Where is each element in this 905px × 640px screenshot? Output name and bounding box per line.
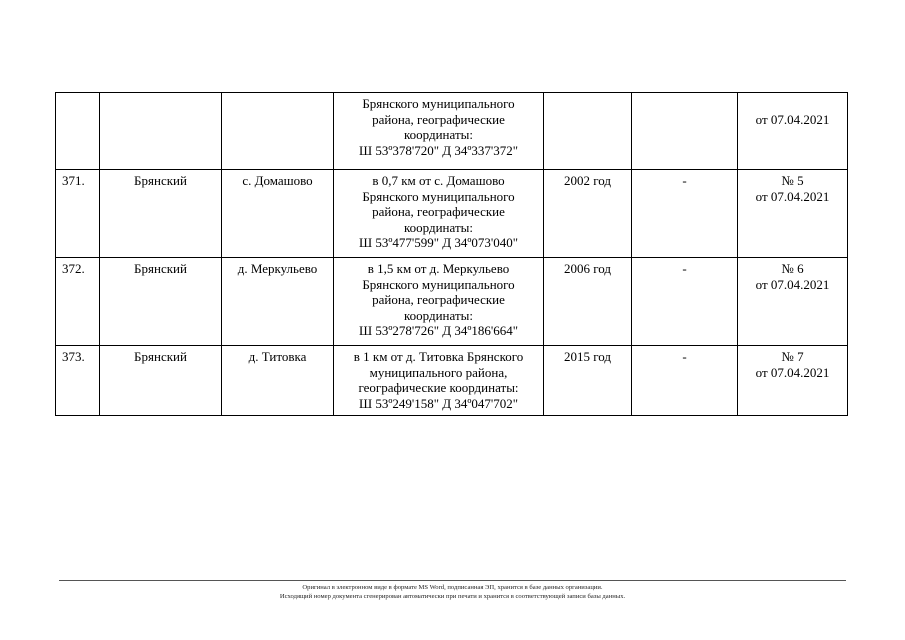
registry-table-body <box>56 93 848 416</box>
footer-line-2: Исходящий номер документа сгенерирован автоматически при печати и хранится в соответствующей записи базы данных. <box>279 593 626 600</box>
table-row <box>56 170 848 258</box>
cell-dash <box>632 93 738 170</box>
cell-location-line: Ш 53º477'599" Д 34º073'040" <box>358 235 519 250</box>
cell-locality: с. Домашово <box>222 170 334 258</box>
cell-district: Брянский <box>100 258 222 346</box>
cell-locality: д. Меркульево <box>222 258 334 346</box>
cell-location-line: географические координаты: <box>358 380 519 395</box>
cell-document <box>738 258 848 346</box>
cell-location-line: Брянского муниципального <box>362 96 515 111</box>
cell-document <box>738 170 848 258</box>
cell-document-line: от 07.04.2021 <box>755 276 830 292</box>
cell-location-line: района, географические <box>372 292 505 307</box>
cell-district: Брянский <box>100 346 222 416</box>
cell-location <box>334 93 544 170</box>
cell-document-line <box>740 96 845 112</box>
cell-document-line: № 6 <box>781 261 804 276</box>
cell-document <box>738 93 848 170</box>
cell-location-line: Ш 53º278'726" Д 34º186'664" <box>358 323 519 338</box>
cell-district: Брянский <box>100 170 222 258</box>
table-row <box>56 93 848 170</box>
cell-location-line: Брянского муниципального <box>362 188 515 204</box>
cell-location <box>334 346 544 416</box>
cell-location-line: в 0,7 км от с. Домашово <box>372 173 505 188</box>
cell-locality <box>222 93 334 170</box>
cell-year <box>544 93 632 170</box>
cell-number <box>56 93 100 170</box>
cell-dash: - <box>632 170 738 258</box>
cell-document-line: № 5 <box>781 173 804 188</box>
cell-document-line: от 07.04.2021 <box>755 111 830 127</box>
cell-location-line: района, географические <box>372 204 505 219</box>
cell-locality: д. Титовка <box>222 346 334 416</box>
cell-location-line: в 1 км от д. Титовка Брянского <box>353 349 524 364</box>
cell-location-line: Ш 53º378'720" Д 34º337'372" <box>358 142 519 158</box>
footer-line-1: Оригинал в электронном виде в формате MS Word, подписанная ЭП, хранится в базе данных организации. <box>302 584 603 591</box>
table-row <box>56 258 848 346</box>
cell-dash: - <box>632 346 738 416</box>
cell-year: 2015 год <box>544 346 632 416</box>
cell-location-line: в 1,5 км от д. Меркульево <box>367 261 510 276</box>
cell-document <box>738 346 848 416</box>
cell-location-line: муниципального района, <box>369 364 508 380</box>
cell-location-line: координаты: <box>404 307 473 323</box>
cell-location-line: района, географические <box>372 111 505 127</box>
cell-number: 371. <box>56 170 100 258</box>
cell-location-line: координаты: <box>404 127 473 142</box>
cell-year: 2002 год <box>544 170 632 258</box>
cell-year: 2006 год <box>544 258 632 346</box>
table-row <box>56 346 848 416</box>
cell-number: 372. <box>56 258 100 346</box>
cell-location-line: координаты: <box>404 219 473 235</box>
cell-location-line: Ш 53º249'158" Д 34º047'702" <box>358 395 519 411</box>
cell-district <box>100 93 222 170</box>
cell-document-line: от 07.04.2021 <box>755 188 830 204</box>
footer-note <box>59 583 846 601</box>
cell-document-line: от 07.04.2021 <box>755 364 830 380</box>
registry-table <box>55 92 848 416</box>
cell-number: 373. <box>56 346 100 416</box>
cell-dash: - <box>632 258 738 346</box>
cell-location <box>334 170 544 258</box>
cell-document-line: № 7 <box>781 349 804 364</box>
cell-location-line: Брянского муниципального <box>362 276 515 292</box>
footer-divider <box>59 580 846 581</box>
cell-location <box>334 258 544 346</box>
